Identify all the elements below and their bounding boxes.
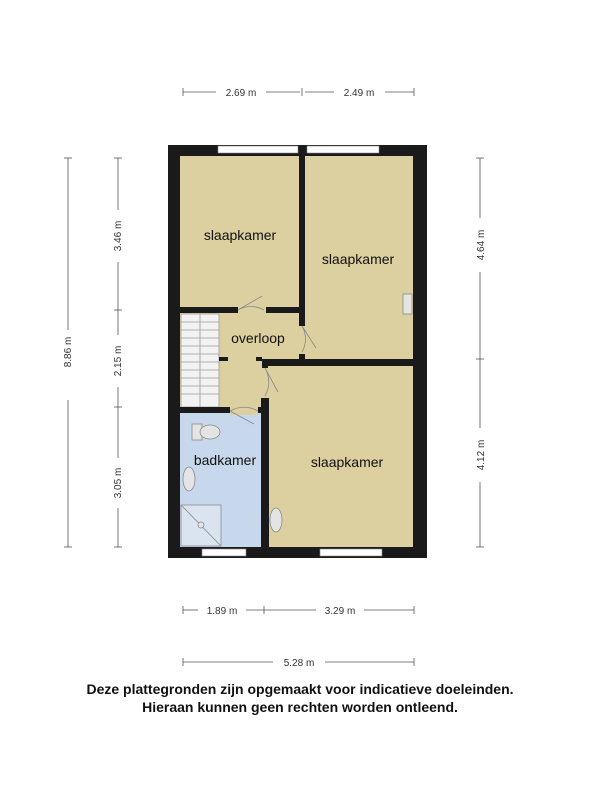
dimension-left-total-label: 8.86 m xyxy=(63,336,74,368)
window-top-left xyxy=(218,146,298,153)
dimension-bottom-total-label: 5.28 m xyxy=(283,658,315,669)
dimension-left-segments xyxy=(113,158,124,547)
room-label-overloop: overloop xyxy=(231,330,285,346)
dimension-right xyxy=(476,158,487,547)
room-label-slaapkamer-2: slaapkamer xyxy=(321,251,395,267)
door-gap-overloop xyxy=(228,357,256,361)
staircase xyxy=(181,314,219,407)
dimension-right-lower-label: 4.12 m xyxy=(476,439,487,471)
window-top-right xyxy=(307,146,379,153)
window-bottom-left xyxy=(202,549,246,556)
shower-icon xyxy=(181,505,221,546)
dimension-bottom-right-label: 3.29 m xyxy=(324,606,356,617)
dimension-top-right-label: 2.49 m xyxy=(343,88,375,99)
disclaimer-line-1: Deze plattegronden zijn opgemaakt voor indicatieve doeleinden. xyxy=(86,681,514,697)
room-label-slaapkamer-3: slaapkamer xyxy=(310,454,384,470)
sink-slaapkamer-3-icon xyxy=(270,508,282,532)
toilet-icon xyxy=(192,424,220,440)
dimension-bottom-left-label: 1.89 m xyxy=(206,606,238,617)
dimension-right-upper-label: 4.64 m xyxy=(476,229,487,261)
dimension-bottom-segments xyxy=(183,606,414,617)
dimension-top-left-label: 2.69 m xyxy=(225,88,257,99)
dimension-bottom-total xyxy=(183,658,414,669)
room-label-badkamer: badkamer xyxy=(193,452,257,468)
window-bottom-right xyxy=(320,549,382,556)
dimension-left-middle-label: 2.15 m xyxy=(113,345,124,377)
dimension-left-total xyxy=(63,158,74,547)
room-label-slaapkamer-1: slaapkamer xyxy=(203,227,277,243)
dimension-left-upper-label: 3.46 m xyxy=(113,220,124,252)
disclaimer-line-2: Hieraan kunnen geen rechten worden ontleend. xyxy=(142,699,458,715)
dimension-left-lower-label: 3.05 m xyxy=(113,467,124,499)
door-gap-badkamer xyxy=(230,407,258,415)
radiator-icon xyxy=(403,294,412,314)
sink-badkamer-icon xyxy=(183,467,195,491)
dimension-top xyxy=(183,88,414,99)
disclaimer xyxy=(0,680,600,716)
